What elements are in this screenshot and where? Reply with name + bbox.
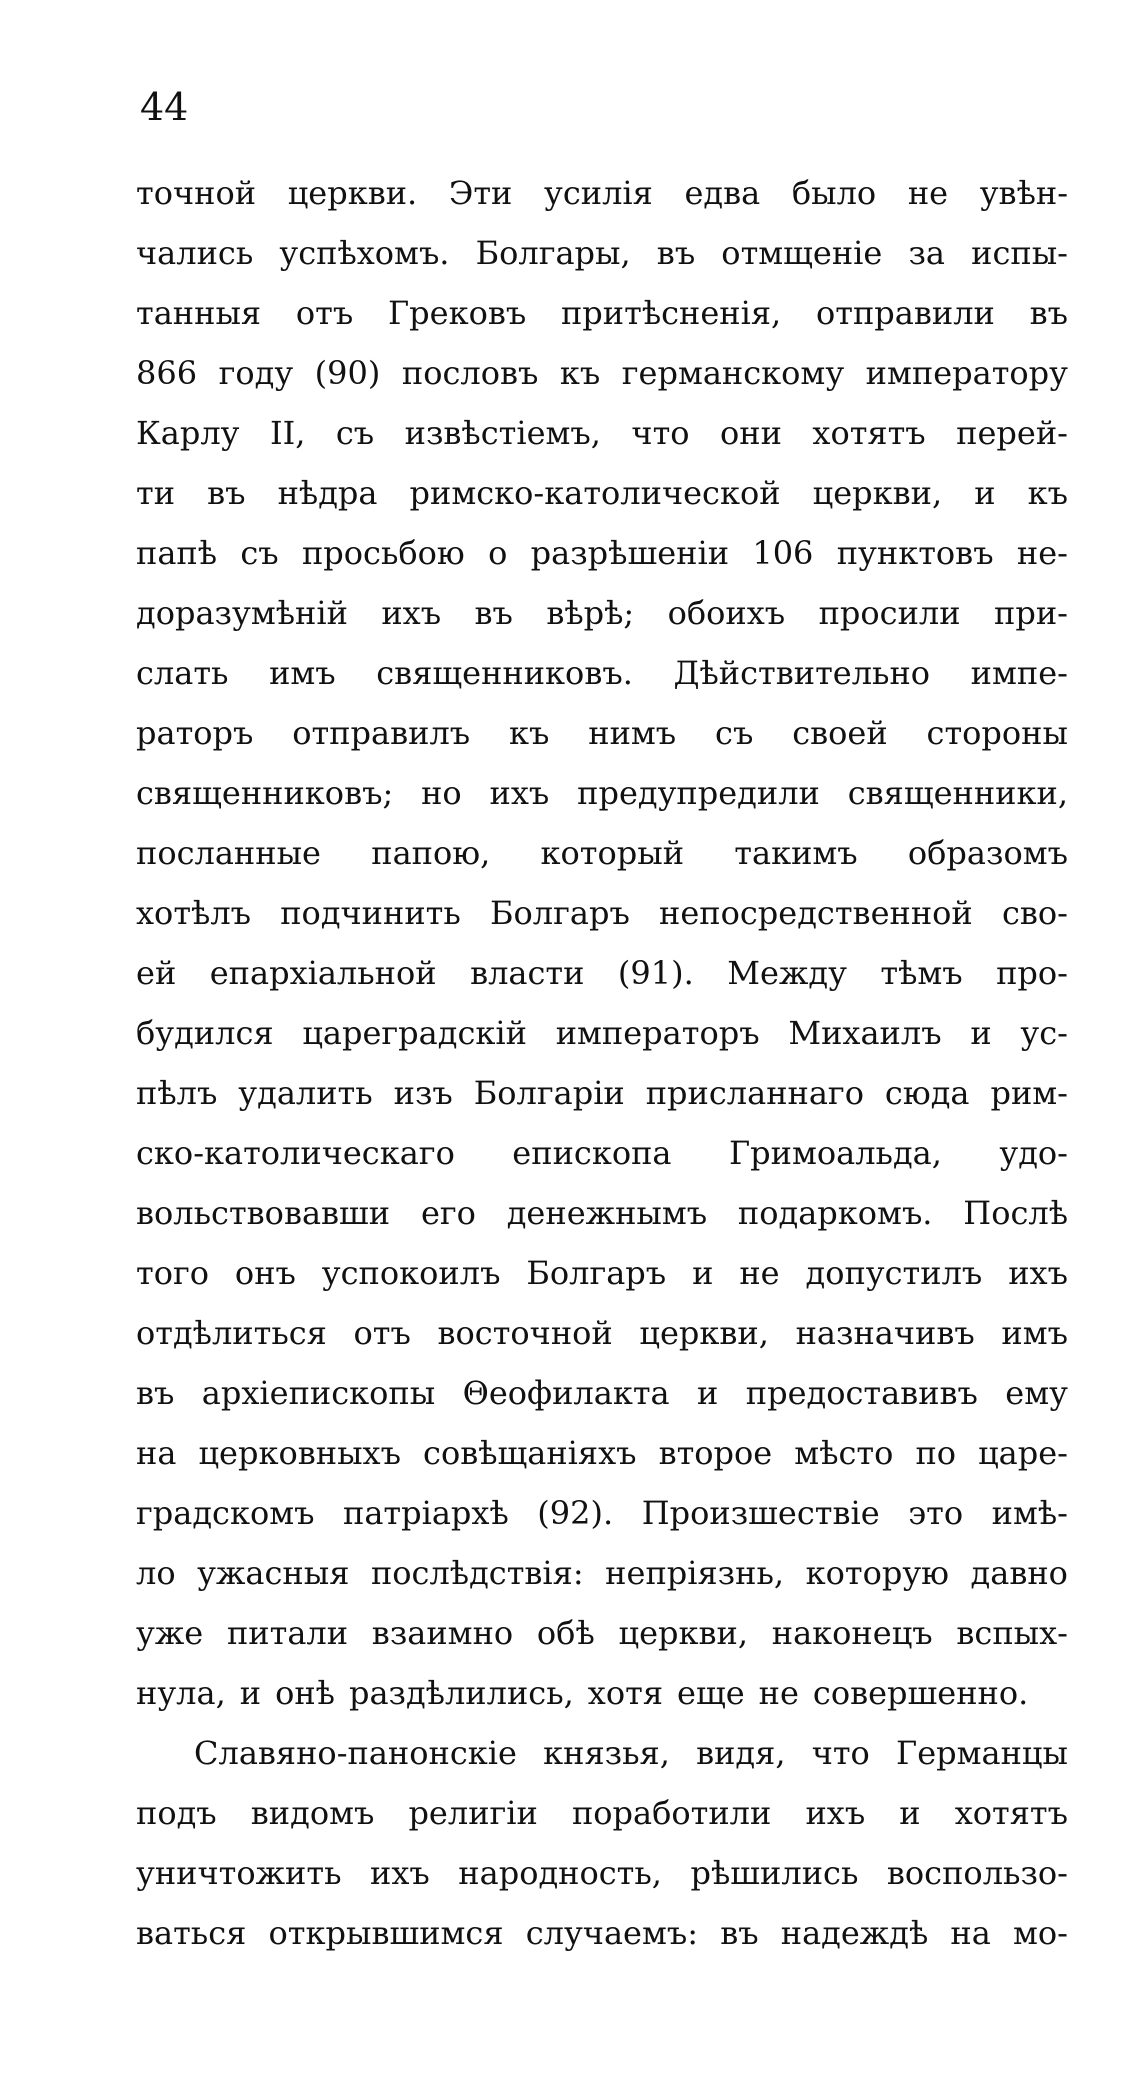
word: видомъ [250, 1794, 375, 1832]
word: совѣщаніяхъ [423, 1434, 637, 1472]
text-line [136, 1483, 1068, 1543]
word: ихъ [489, 774, 550, 812]
word: Болгары, [475, 234, 631, 272]
word: въ [1029, 294, 1068, 332]
word: второе [658, 1434, 773, 1472]
word: Болгаръ [490, 894, 630, 932]
word: онѣ [275, 1674, 335, 1712]
word: усилія [544, 174, 653, 212]
word: Послѣ [963, 1194, 1068, 1232]
word: успокоилъ [321, 1254, 501, 1292]
word: разрѣшеніи [530, 534, 730, 572]
page-number: 44 [140, 85, 189, 129]
word: 106 [752, 534, 814, 572]
word: едва [684, 174, 761, 212]
word: Эти [448, 174, 513, 212]
word: было [791, 174, 877, 212]
word: вспых- [956, 1614, 1068, 1652]
word: ус- [1020, 1014, 1068, 1052]
word: рим- [990, 1074, 1068, 1112]
word: священники, [847, 774, 1068, 812]
word: и [239, 1674, 262, 1712]
word: папою, [371, 834, 491, 872]
word: Славяно-панонскіе [194, 1734, 517, 1772]
word: 866 [136, 354, 198, 392]
word: вѣрѣ; [546, 594, 635, 632]
word: ваться [136, 1914, 247, 1952]
text-line [136, 523, 1068, 583]
word: что [811, 1734, 870, 1772]
word: посланные [136, 834, 321, 872]
word: при- [994, 594, 1068, 632]
text-line [136, 703, 1068, 763]
word: того [136, 1254, 209, 1292]
word: видя, [696, 1734, 786, 1772]
word: не [907, 174, 949, 212]
word: рѣшились [690, 1854, 859, 1892]
word: еще [677, 1674, 745, 1712]
word: отъ [353, 1314, 411, 1352]
word: съ [335, 414, 375, 452]
word: ихъ [805, 1794, 866, 1832]
word: и [974, 474, 996, 512]
word: случаемъ: [525, 1914, 698, 1952]
word: пунктовъ [836, 534, 994, 572]
word: и [899, 1794, 921, 1832]
word: императору [865, 354, 1068, 392]
word: религіи [408, 1794, 538, 1832]
word: съ [240, 534, 279, 572]
word: ско-католическаго [136, 1134, 455, 1172]
word: о [488, 534, 508, 572]
text-line [136, 1783, 1068, 1843]
word: ему [1005, 1374, 1068, 1412]
word: въ [136, 1374, 175, 1412]
word: они [720, 414, 782, 452]
word: которую [805, 1554, 949, 1592]
word: поработили [571, 1794, 772, 1832]
word: (91). [617, 954, 694, 992]
word: питали [226, 1614, 349, 1652]
word: будился [136, 1014, 274, 1052]
word: священниковъ. [376, 654, 633, 692]
word: Θеофилакта [462, 1374, 670, 1412]
word: императоръ [555, 1014, 760, 1052]
text-line [136, 1903, 1068, 1963]
text-line [136, 943, 1068, 1003]
word: князья, [543, 1734, 670, 1772]
text-line [136, 1423, 1068, 1483]
word: нѣдра [277, 474, 378, 512]
word: обѣ [536, 1614, 595, 1652]
word: Германцы [896, 1734, 1068, 1772]
word: и [697, 1374, 719, 1412]
word: Болгаріи [473, 1074, 625, 1112]
word: къ [1027, 474, 1068, 512]
word: народность, [458, 1854, 662, 1892]
word: это [908, 1494, 964, 1532]
word: священниковъ; [136, 774, 394, 812]
text-line [136, 163, 1068, 223]
word: открывшимся [268, 1914, 504, 1952]
word: градскомъ [136, 1494, 315, 1532]
word: просили [818, 594, 961, 632]
word: царе- [978, 1434, 1068, 1472]
word: власти [470, 954, 585, 992]
word: чались [136, 234, 254, 272]
word: нимъ [588, 714, 677, 752]
word: образомъ [907, 834, 1068, 872]
text-line [136, 763, 1068, 823]
word: непосредственной [659, 894, 973, 932]
word: танныя [136, 294, 262, 332]
word: и [692, 1254, 714, 1292]
text-line [136, 1183, 1068, 1243]
text-line [136, 643, 1068, 703]
word: подчинить [280, 894, 461, 932]
word: въ [474, 594, 513, 632]
word: отправили [815, 294, 995, 332]
word: епархіальной [209, 954, 437, 992]
word: своей [792, 714, 888, 752]
word: мѣсто [794, 1434, 894, 1472]
word: предоставивъ [745, 1374, 978, 1412]
word: папѣ [136, 534, 218, 572]
word: уничтожить [136, 1854, 342, 1892]
word: нула, [136, 1674, 226, 1712]
word: Между [727, 954, 847, 992]
word: церкви, [812, 474, 943, 512]
text-line [136, 823, 1068, 883]
word: отъ [295, 294, 354, 332]
word: извѣстіемъ, [404, 414, 601, 452]
word: Михаилъ [788, 1014, 942, 1052]
word: слать [136, 654, 229, 692]
word: что [631, 414, 690, 452]
word: который [540, 834, 685, 872]
word: хотятъ [954, 1794, 1068, 1832]
word: перей- [956, 414, 1068, 452]
word: удо- [999, 1134, 1068, 1172]
word: патріархѣ [343, 1494, 509, 1532]
text-line [136, 1543, 1068, 1603]
word: ихъ [381, 594, 442, 632]
text-line [136, 1363, 1068, 1423]
word: денежнымъ [506, 1194, 708, 1232]
word: ихъ [1008, 1254, 1068, 1292]
word: и [970, 1014, 992, 1052]
word: сюда [884, 1074, 970, 1112]
word: раторъ [136, 714, 254, 752]
word: импе- [970, 654, 1068, 692]
word: сво- [1001, 894, 1068, 932]
word: за [908, 234, 945, 272]
word: къ [559, 354, 601, 392]
word: на [136, 1434, 177, 1472]
word: римско-католической [409, 474, 781, 512]
word: отправилъ [292, 714, 471, 752]
word: подаркомъ. [737, 1194, 933, 1232]
word: Болгаръ [526, 1254, 667, 1292]
word: обоихъ [667, 594, 786, 632]
word: отмщеніе [721, 234, 883, 272]
word: на [950, 1914, 991, 1952]
text-line [136, 1603, 1068, 1663]
word: церкви. [287, 174, 418, 212]
word: предупредили [577, 774, 820, 812]
word: уже [136, 1614, 204, 1652]
word: изъ [393, 1074, 453, 1112]
word: Дѣйствительно [673, 654, 931, 692]
word: ужасныя [197, 1554, 350, 1592]
word: не- [1016, 534, 1068, 572]
word: ло [136, 1554, 176, 1592]
word: успѣхомъ. [279, 234, 450, 272]
word: послѣдствія: [370, 1554, 584, 1592]
word: испы- [971, 234, 1068, 272]
word: онъ [234, 1254, 296, 1292]
word: восточной [437, 1314, 613, 1352]
word: Произшествіе [641, 1494, 880, 1532]
word: церкви, [618, 1614, 748, 1652]
word: ей [136, 954, 177, 992]
word: епископа [512, 1134, 672, 1172]
word: надеждѣ [780, 1914, 929, 1952]
word: не [739, 1254, 780, 1292]
word: архіепископы [201, 1374, 436, 1412]
word: просьбою [301, 534, 465, 572]
word: стороны [926, 714, 1068, 752]
word: раздѣлились, [348, 1674, 574, 1712]
word: воспользо- [886, 1854, 1068, 1892]
word: вольствовавши [136, 1194, 391, 1232]
word: (92). [537, 1494, 614, 1532]
word: имъ [269, 654, 336, 692]
text-line [136, 1243, 1068, 1303]
word: (90) [314, 354, 381, 392]
word: ихъ [370, 1854, 430, 1892]
body-text [136, 163, 1068, 1963]
word: мо- [1013, 1914, 1068, 1952]
word: взаимно [371, 1614, 514, 1652]
word: по [915, 1434, 957, 1472]
word: наконецъ [771, 1614, 933, 1652]
word: давно [970, 1554, 1068, 1592]
text-line [136, 1003, 1068, 1063]
word: цареградскій [302, 1014, 527, 1052]
word: имъ [1001, 1314, 1068, 1352]
word: году [218, 354, 294, 392]
text-line [136, 1843, 1068, 1903]
text-line [136, 1063, 1068, 1123]
word: въ [720, 1914, 759, 1952]
text-line [136, 403, 1068, 463]
word: назначивъ [795, 1314, 975, 1352]
word: не [758, 1674, 799, 1712]
word: хотя [587, 1674, 663, 1712]
text-line [136, 883, 1068, 943]
word: Карлу [136, 414, 240, 452]
word: подъ [136, 1794, 217, 1832]
word: въ [656, 234, 696, 272]
word: съ [715, 714, 754, 752]
word: тѣмъ [880, 954, 963, 992]
word: отдѣлиться [136, 1314, 327, 1352]
word: церкви, [639, 1314, 769, 1352]
word: увѣн- [979, 174, 1068, 212]
word: удалить [238, 1074, 373, 1112]
text-line [136, 283, 1068, 343]
word: его [420, 1194, 476, 1232]
text-line [136, 1123, 1068, 1183]
word: къ [509, 714, 550, 752]
word: про- [996, 954, 1068, 992]
word: Гримоальда, [728, 1134, 942, 1172]
word: но [421, 774, 462, 812]
word: имѣ- [991, 1494, 1068, 1532]
text-line [136, 1723, 1068, 1783]
text-line [136, 463, 1068, 523]
text-line [136, 343, 1068, 403]
word: Грековъ [387, 294, 527, 332]
word: совершенно. [812, 1674, 1029, 1712]
word: притѣсненія, [560, 294, 782, 332]
word: доразумѣній [136, 594, 348, 632]
text-line [136, 583, 1068, 643]
word: присланнаго [645, 1074, 864, 1112]
word: непріязнь, [605, 1554, 785, 1592]
word: ти [136, 474, 176, 512]
text-line [136, 1303, 1068, 1363]
word: церковныхъ [198, 1434, 401, 1472]
word: такимъ [734, 834, 858, 872]
word: пословъ [401, 354, 539, 392]
text-line [136, 223, 1068, 283]
word: хотѣлъ [136, 894, 251, 932]
word: въ [207, 474, 246, 512]
word: хотятъ [812, 414, 926, 452]
word: допустилъ [805, 1254, 983, 1292]
word: германскому [621, 354, 845, 392]
text-line [136, 1663, 1068, 1723]
word: точной [136, 174, 257, 212]
word: II, [269, 414, 306, 452]
word: пѣлъ [136, 1074, 218, 1112]
